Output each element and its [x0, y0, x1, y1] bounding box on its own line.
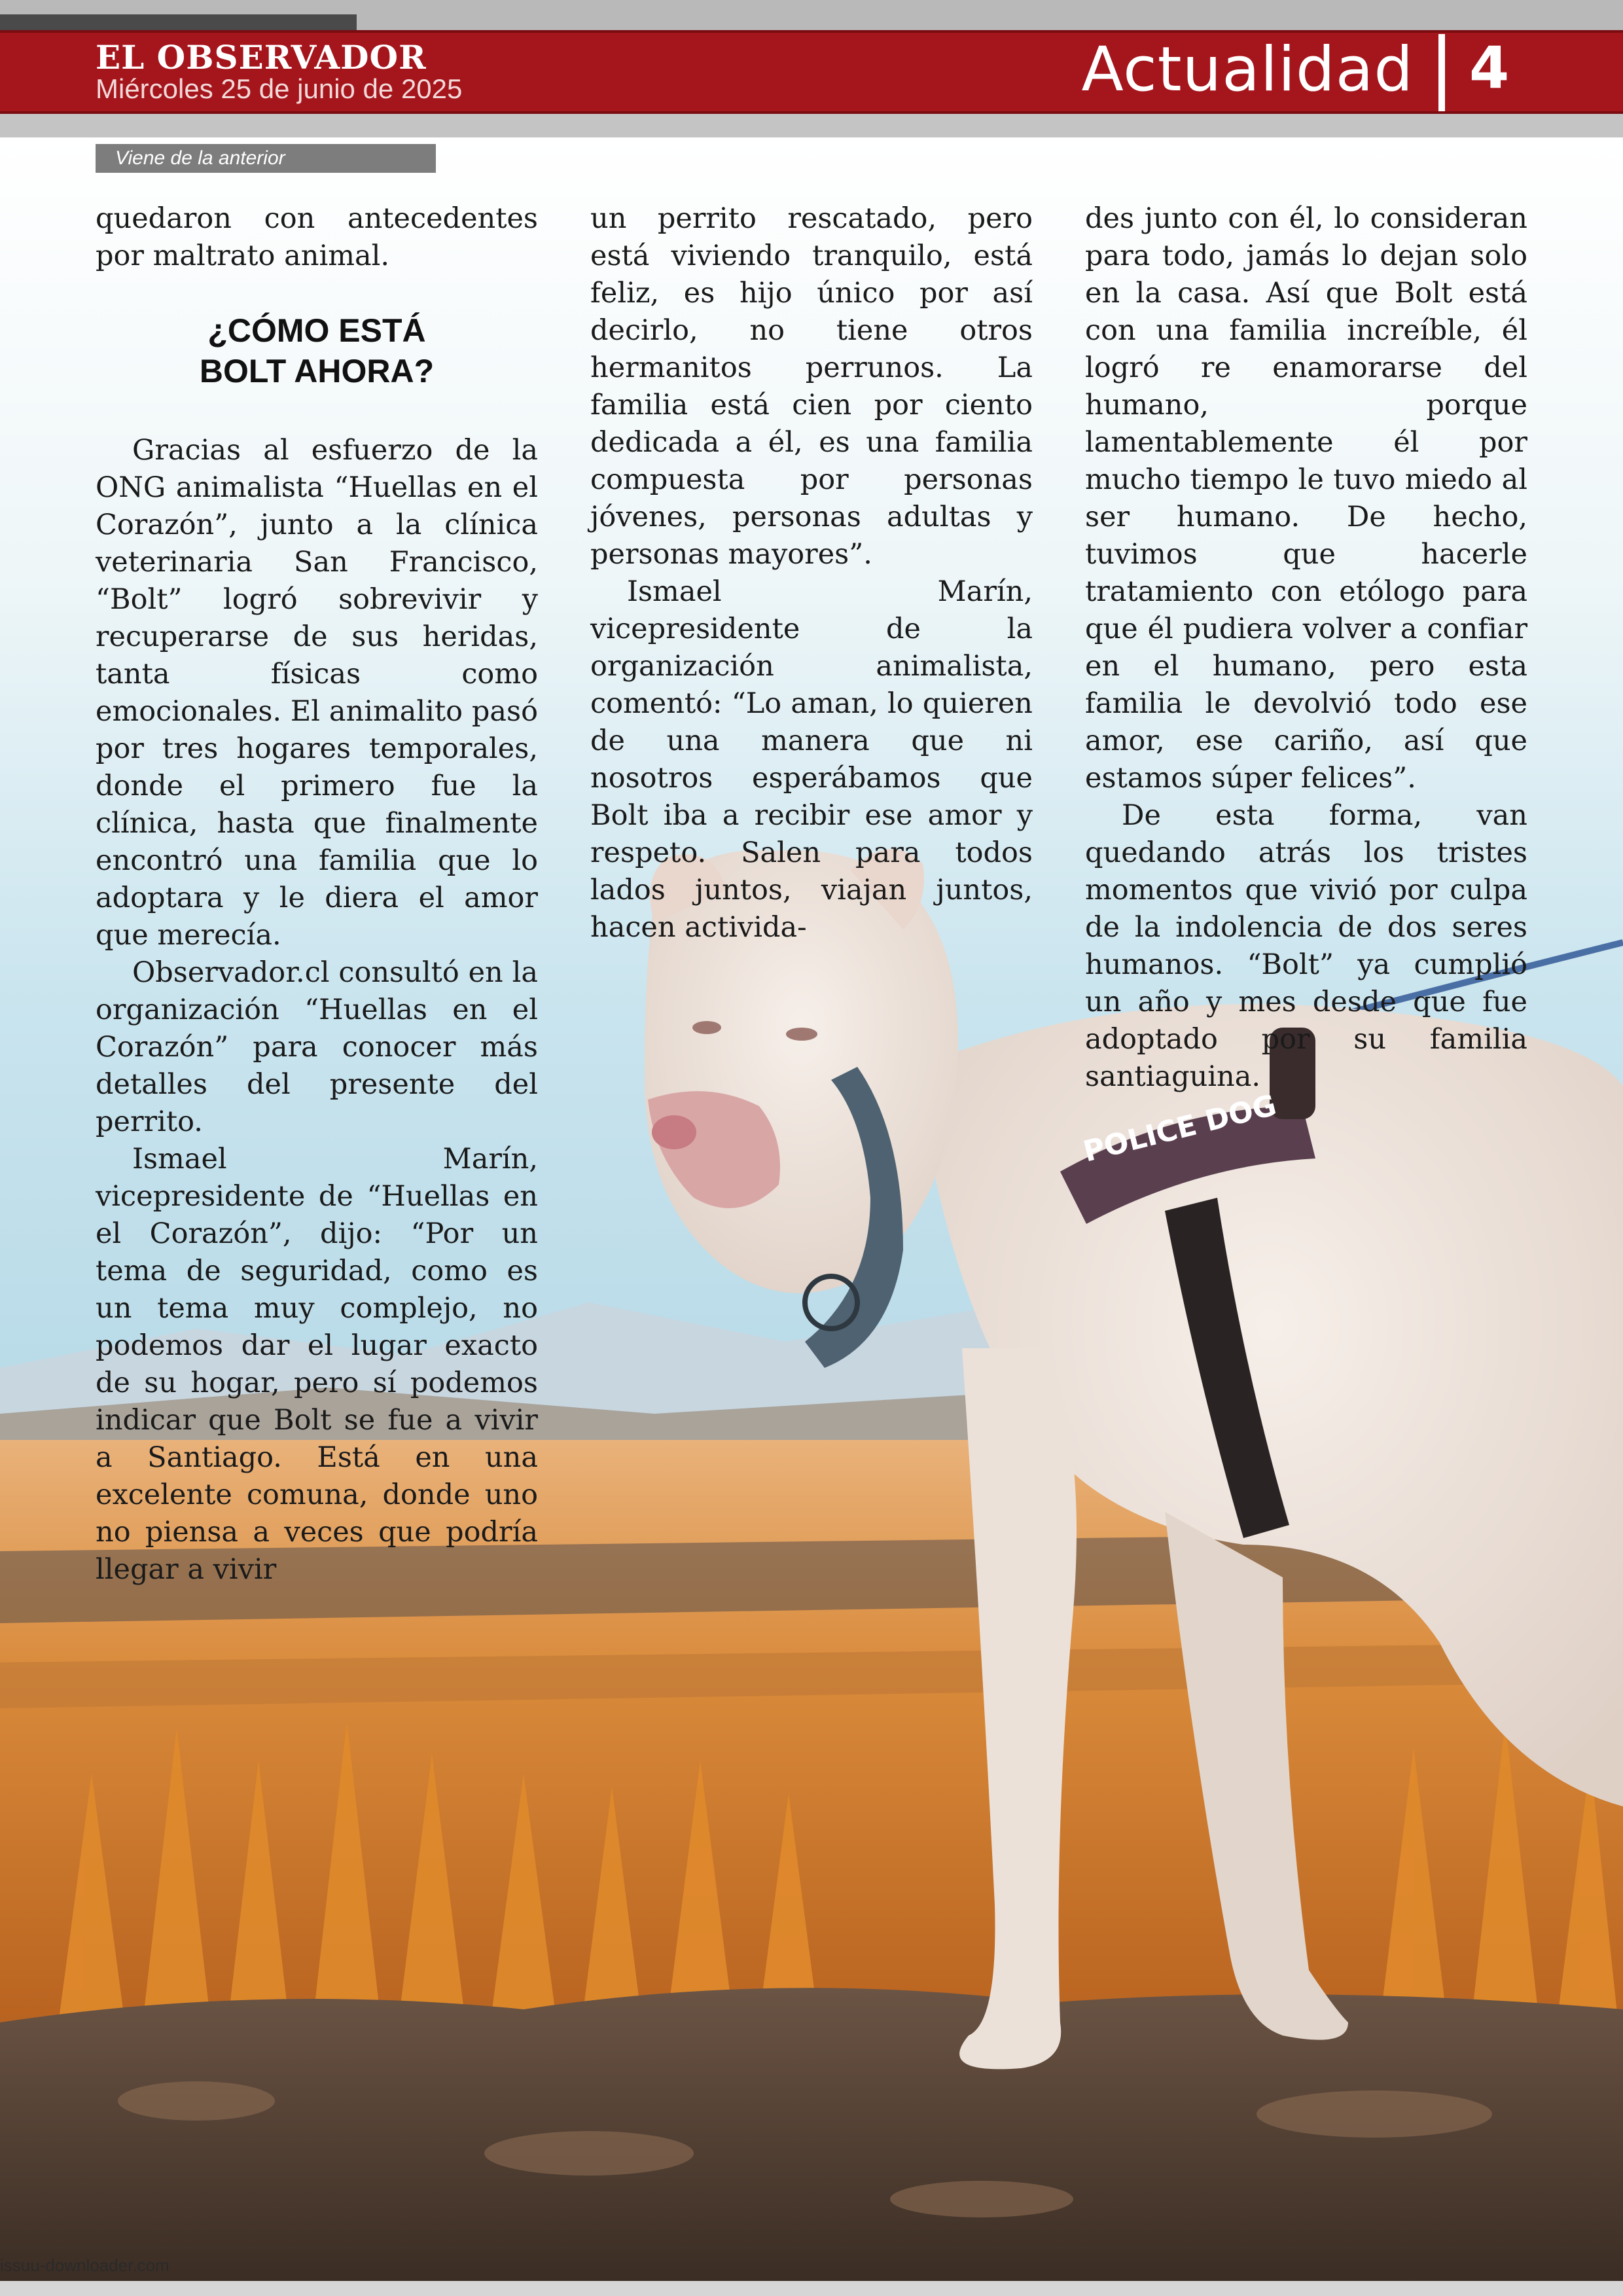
- paragraph: Gracias al esfuerzo de la ONG animalista “Huellas en el Corazón”, junto a la clínica veterinaria San Francisco, “Bolt” logró sobrevivir y recuperarse de sus heridas, tanta físicas como emocionales. El animalito pasó por tres hogares temporales, donde el primero fue la clínica, hasta que finalmente encontró una familia que lo adoptara y le diera el amor que merecía.: [96, 434, 538, 952]
- paragraph: un perrito rescatado, pero está viviendo tranquilo, está feliz, es hijo único por así decirlo, no tiene otros hermanitos perrunos. La familia está cien por ciento dedicada a él, es una familia compuesta por personas jóvenes, personas adultas y personas mayores”.: [590, 202, 1033, 571]
- article-column-1: [96, 200, 538, 1588]
- continuation-tag: Viene de la anterior: [96, 144, 436, 173]
- watermark-text: issuu-downloader.com: [0, 2255, 169, 2275]
- section-divider: [1438, 34, 1445, 111]
- section-title: Actualidad: [1081, 34, 1414, 105]
- paragraph: De esta forma, van quedando atrás los tristes momentos que vivió por culpa de la indolencia de dos seres humanos. “Bolt” ya cumplió un año y mes desde que fue adoptado por su familia santiaguina.: [1085, 799, 1527, 1093]
- paragraph: Ismael Marín, vicepresidente de “Huellas en el Corazón”, dijo: “Por un tema de seguridad, como es un tema muy complejo, no podemos dar el lugar exacto de su hogar, pero sí podemos indicar que Bolt se fue a vivir a Santiago. Está en una excelente comuna, donde uno no piensa a veces que podría llegar a vivir: [96, 1143, 538, 1586]
- paragraph: des junto con él, lo consideran para todo, jamás lo dejan solo en la casa. Así que Bolt está con una familia increíble, él logró re enamorarse del humano, porque lamentablemente él por mucho tiempo le tuvo miedo al ser humano. De hecho, tuvimos que hacerle tratamiento con etólogo para que él pudiera volver a confiar en el humano, pero esta familia le devolvió todo ese amor, ese cariño, así que estamos súper felices”.: [1085, 202, 1527, 795]
- subhead-line-2: BOLT AHORA?: [199, 353, 435, 389]
- section-subhead: [96, 310, 538, 391]
- page-number: 4: [1469, 34, 1510, 101]
- subhead-line-1: ¿CÓMO ESTÁ: [207, 312, 426, 349]
- masthead-underband: [0, 114, 1623, 137]
- paragraph: quedaron con antecedentes por maltrato animal.: [96, 202, 538, 272]
- paragraph: Ismael Marín, vicepresidente de la organización animalista, comentó: “Lo aman, lo quieren de una manera que ni nosotros esperábamos que Bolt iba a recibir ese amor y respeto. Salen para todos lados juntos, viajan juntos, hacen activida-: [590, 575, 1033, 944]
- article-column-3: [1085, 200, 1527, 1096]
- newspaper-name: EL OBSERVADOR: [96, 38, 427, 77]
- bottom-rule: [0, 2281, 1623, 2296]
- article-column-2: [590, 200, 1033, 946]
- paragraph: Observador.cl consultó en la organización “Huellas en el Corazón” para conocer más detalles del presente del perrito.: [96, 956, 538, 1138]
- harness-label: POLICE DOG: [1080, 1088, 1280, 1169]
- top-bar-accent: [0, 14, 357, 30]
- issue-date: Miércoles 25 de junio de 2025: [96, 73, 463, 104]
